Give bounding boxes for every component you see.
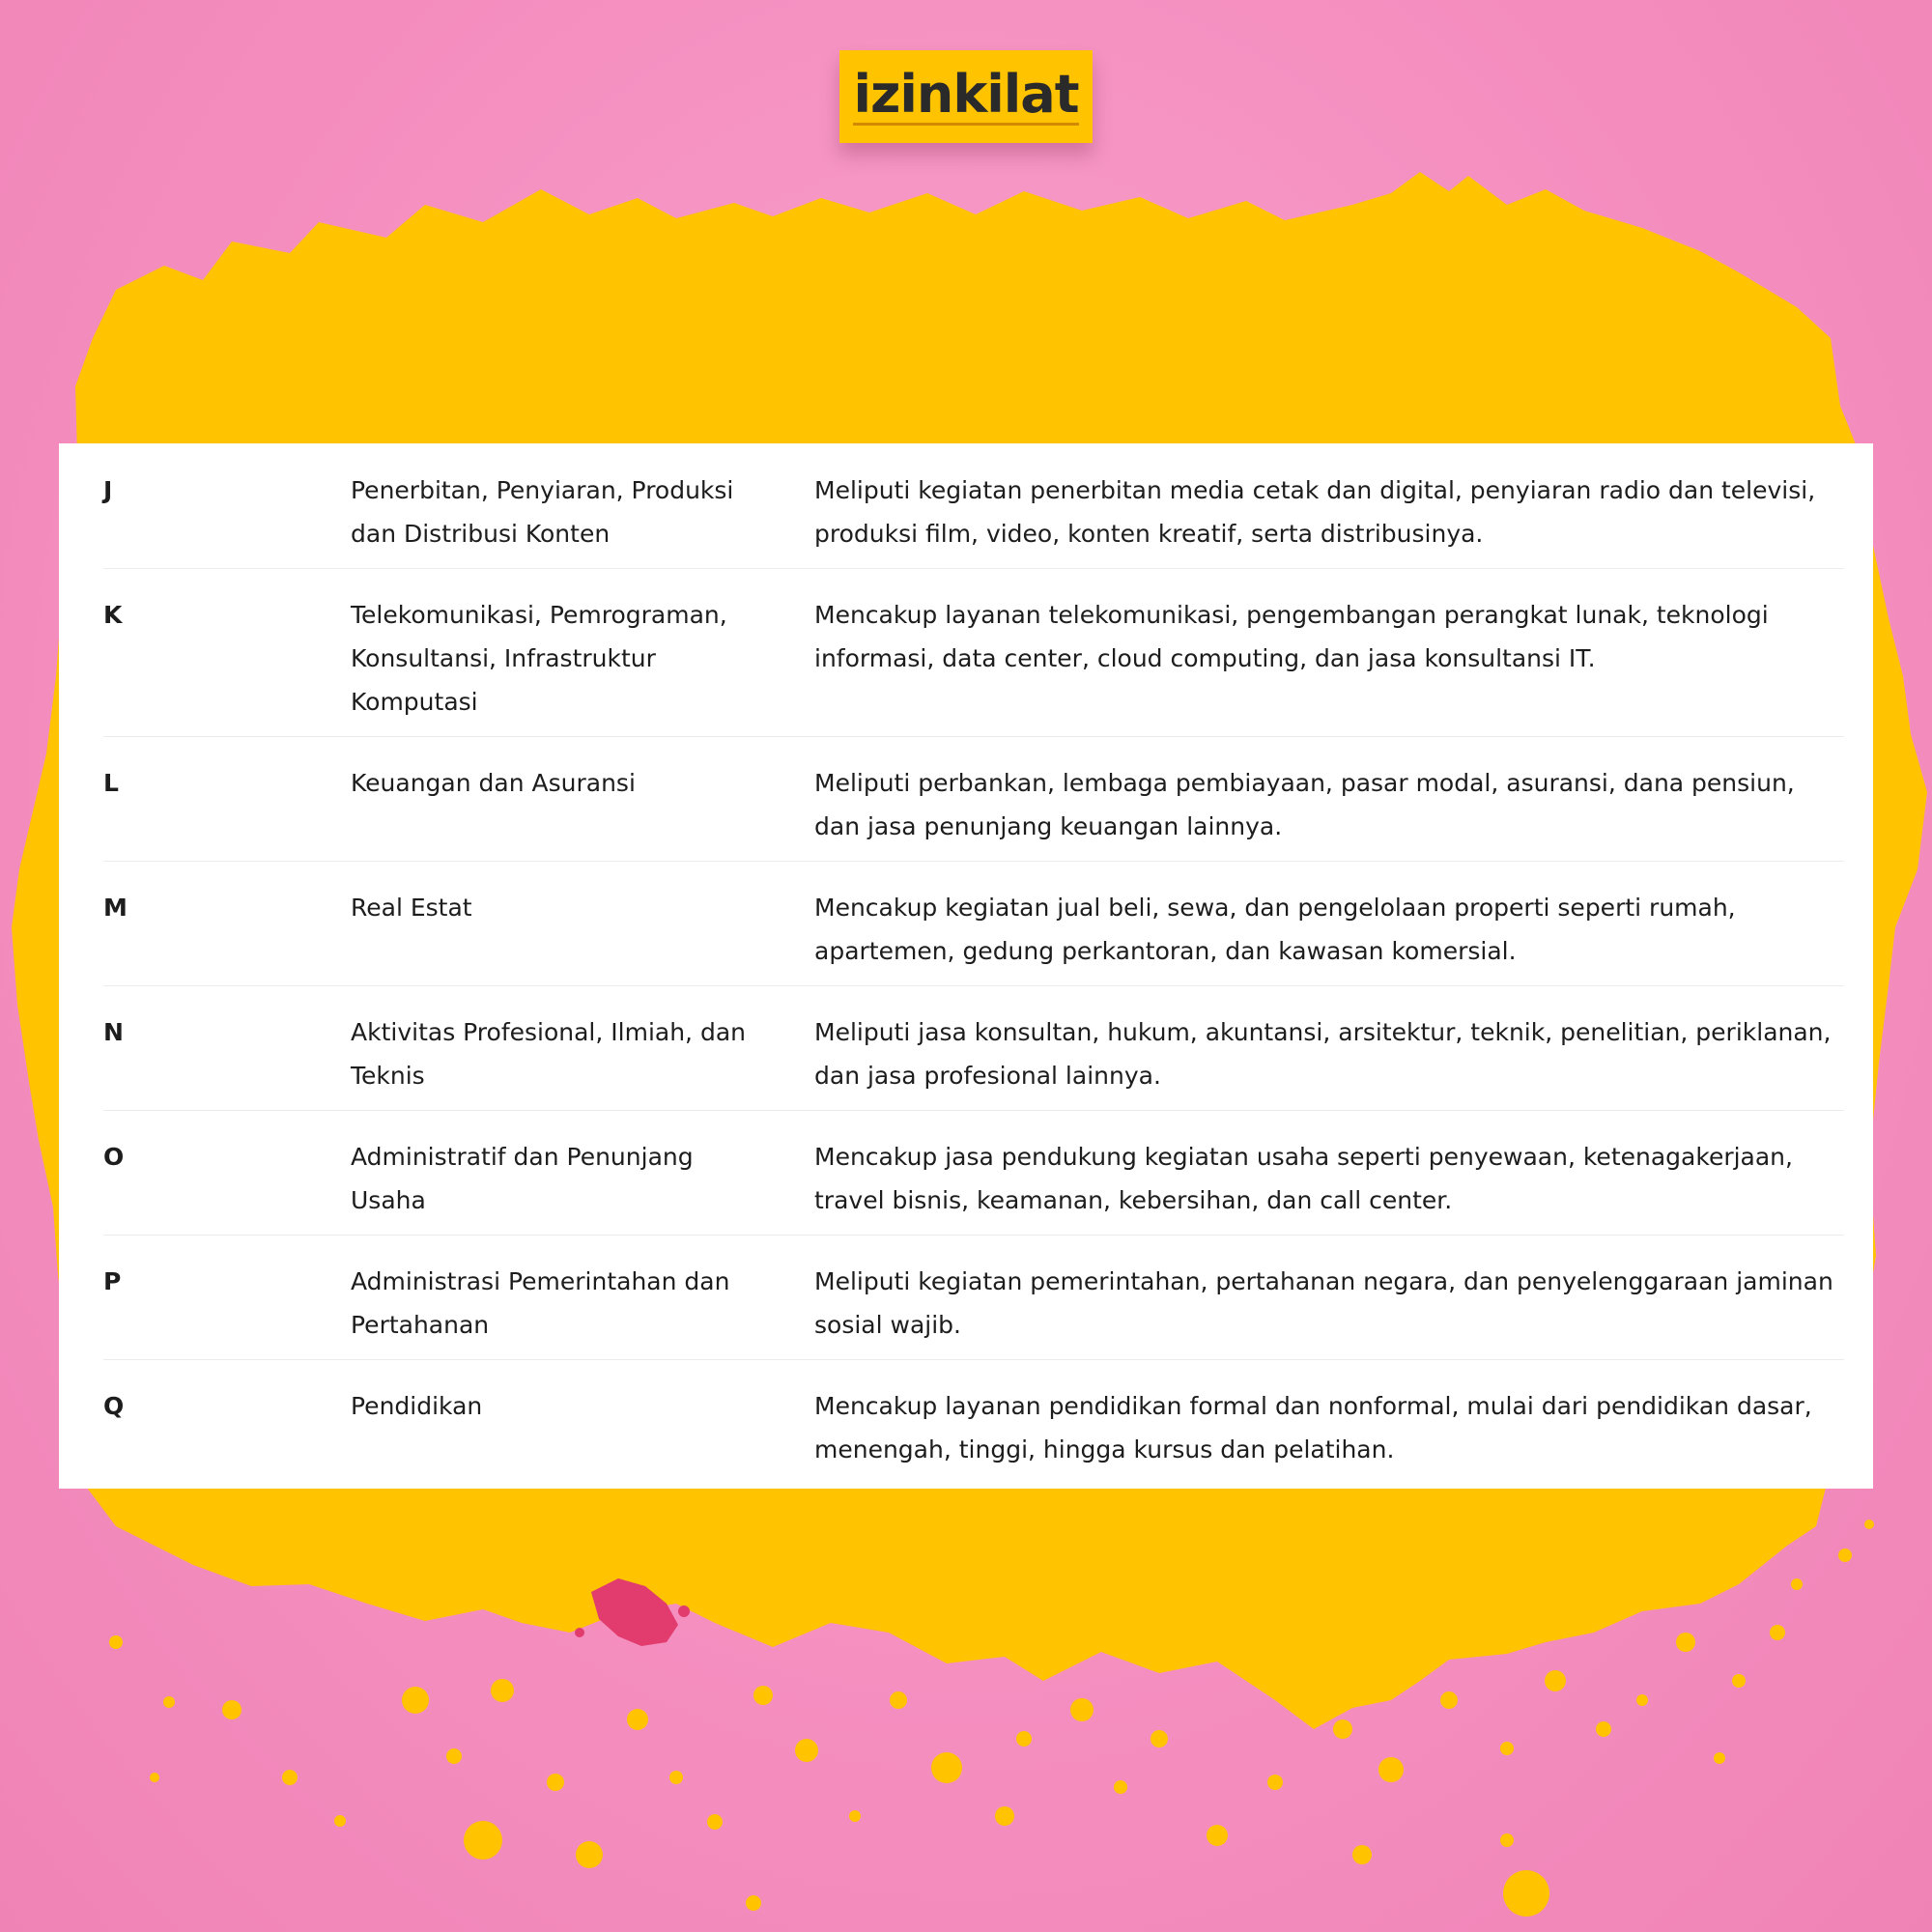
sector-description: Mencakup kegiatan jual beli, sewa, dan pengelolaan properti seperti rumah, apartemen, gedung perkantoran, dan kawasan komersial. bbox=[814, 894, 1736, 965]
sector-name: Penerbitan, Penyiaran, Produksi dan Distribusi Konten bbox=[351, 476, 734, 548]
table-row bbox=[103, 568, 1844, 737]
sector-description: Mencakup layanan pendidikan formal dan nonformal, mulai dari pendidikan dasar, menengah, tinggi, hingga kursus dan pelatihan. bbox=[814, 1392, 1812, 1463]
logo-text: izinkilat bbox=[853, 63, 1079, 125]
sector-code: N bbox=[103, 1018, 124, 1046]
table-row bbox=[103, 1110, 1844, 1236]
sector-description: Mencakup jasa pendukung kegiatan usaha seperti penyewaan, ketenagakerjaan, travel bisnis, keamanan, kebersihan, dan call center. bbox=[814, 1143, 1793, 1214]
table-row bbox=[103, 985, 1844, 1111]
sector-name: Administrasi Pemerintahan dan Pertahanan bbox=[351, 1267, 730, 1339]
sector-description: Meliputi jasa konsultan, hukum, akuntansi, arsitektur, teknik, penelitian, periklanan, dan jasa profesional lainnya. bbox=[814, 1018, 1832, 1090]
sector-description: Mencakup layanan telekomunikasi, pengembangan perangkat lunak, teknologi informasi, data center, cloud computing, dan jasa konsultansi IT. bbox=[814, 601, 1769, 672]
sector-name: Telekomunikasi, Pemrograman, Konsultansi, Infrastruktur Komputasi bbox=[351, 601, 727, 716]
sector-description: Meliputi kegiatan penerbitan media cetak dan digital, penyiaran radio dan televisi, produksi film, video, konten kreatif, serta distribusinya. bbox=[814, 476, 1816, 548]
sector-name: Administratif dan Penunjang Usaha bbox=[351, 1143, 694, 1214]
table-row bbox=[103, 1235, 1844, 1360]
sector-code: P bbox=[103, 1267, 122, 1295]
sector-name: Aktivitas Profesional, Ilmiah, dan Teknis bbox=[351, 1018, 746, 1090]
sector-code: M bbox=[103, 894, 128, 922]
izinkilat-logo bbox=[839, 50, 1093, 143]
table-row bbox=[103, 1359, 1844, 1489]
sector-code: L bbox=[103, 769, 119, 797]
table-row bbox=[103, 861, 1844, 986]
sector-name: Pendidikan bbox=[351, 1392, 483, 1420]
sector-description: Meliputi perbankan, lembaga pembiayaan, pasar modal, asuransi, dana pensiun, dan jasa penunjang keuangan lainnya. bbox=[814, 769, 1795, 840]
table-row bbox=[103, 443, 1844, 569]
sector-code: K bbox=[103, 601, 123, 629]
sector-code: O bbox=[103, 1143, 125, 1171]
sector-name: Keuangan dan Asuransi bbox=[351, 769, 636, 797]
sector-name: Real Estat bbox=[351, 894, 472, 922]
kbli-sector-table bbox=[59, 443, 1873, 1489]
table-row bbox=[103, 736, 1844, 862]
sector-description: Meliputi kegiatan pemerintahan, pertahanan negara, dan penyelenggaraan jaminan sosial wajib. bbox=[814, 1267, 1833, 1339]
sector-code: Q bbox=[103, 1392, 125, 1420]
sector-code: J bbox=[103, 476, 113, 504]
